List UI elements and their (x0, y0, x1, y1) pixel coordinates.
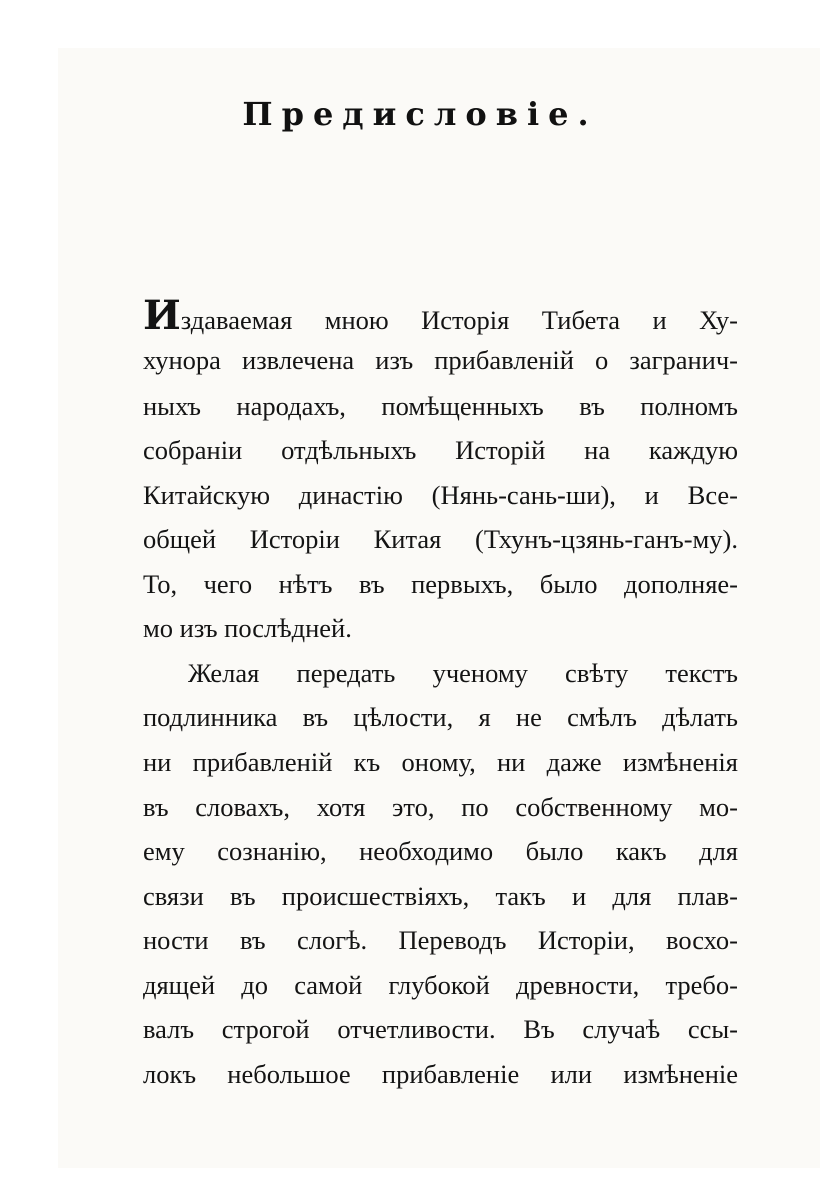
text-line: подлинника въ цѣлости, я не смѣлъ дѣлать (143, 702, 738, 732)
text-line: общей Исторіи Китая (Тхунъ-цзянь-ганъ-му). (143, 524, 738, 554)
text-line: То, чего нѣтъ въ первыхъ, было дополняе- (143, 569, 738, 599)
text-line: дящей до самой глубокой древности, требо- (143, 970, 738, 1000)
page-title: Предисловіе. (242, 95, 598, 133)
text-line-content: здаваемая мною Исторія Тибета и Ху- (180, 305, 738, 335)
text-line: ни прибавленій къ оному, ни даже измѣненія (143, 747, 738, 777)
text-line: въ словахъ, хотя это, по собственному мо- (143, 792, 738, 822)
text-line: Желая передать ученому свѣту текстъ (188, 658, 738, 688)
text-line: связи въ происшествіяхъ, такъ и для плав- (143, 881, 738, 911)
text-line: хунора извлечена изъ прибавленій о загранич- (143, 345, 738, 375)
text-line: ныхъ народахъ, помѣщенныхъ въ полномъ (143, 391, 738, 421)
text-line: Китайскую династію (Нянь-сань-ши), и Все- (143, 480, 738, 510)
text-line: мо изъ послѣдней. (143, 613, 352, 643)
text-line: ему сознанію, необходимо было какъ для (143, 836, 738, 866)
text-line: собраніи отдѣльныхъ Исторій на каждую (143, 435, 738, 465)
text-line: ности въ слогѣ. Переводъ Исторіи, восхо- (143, 925, 738, 955)
text-line (143, 292, 738, 342)
drop-cap: И (143, 292, 181, 339)
text-line: валъ строгой отчетливости. Въ случаѣ ссы- (143, 1014, 738, 1044)
text-line: локъ небольшое прибавленіе или измѣненіе (143, 1059, 738, 1089)
